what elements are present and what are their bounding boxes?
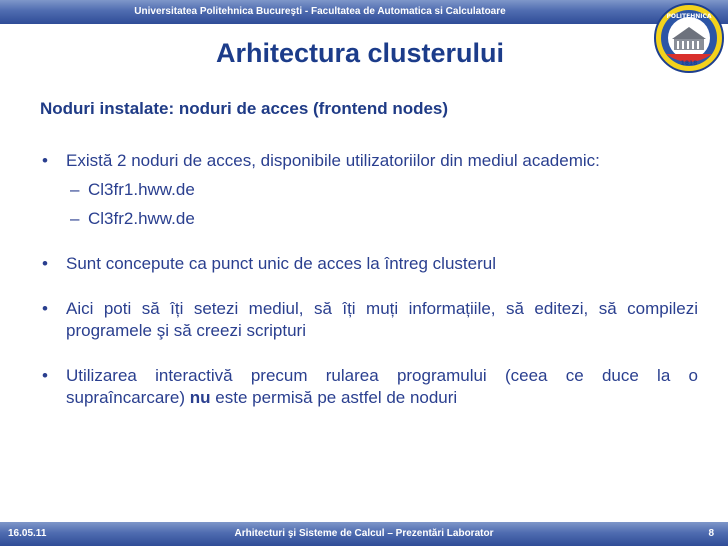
bullet-item: • Aici poti să îți setezi mediul, să îți muți informațiile, să editezi, să compilezi programele şi să creezi scripturi bbox=[40, 298, 698, 342]
bullet-text: Există 2 noduri de acces, disponibile utilizatoriilor din mediul academic: bbox=[66, 151, 600, 170]
header-bar bbox=[0, 0, 728, 24]
bullet-item bbox=[40, 150, 698, 230]
footer-bar bbox=[0, 522, 728, 546]
bullet-text: Utilizarea interactivă precum rularea programului (ceea ce duce la o supraîncarcare) bbox=[66, 366, 698, 407]
slide-title: Arhitectura clusterului bbox=[215, 38, 505, 68]
slide-subtitle: Noduri instalate: noduri de acces (frontend nodes) bbox=[40, 99, 449, 118]
bullet-text: este permisă pe astfel de noduri bbox=[210, 388, 458, 407]
bullet-emphasis: nu bbox=[189, 388, 211, 407]
bullet-item bbox=[40, 365, 698, 409]
header-banner-text: Universitatea Politehnica Bucureşti - Facultatea de Automatica si Calculatoare bbox=[134, 6, 506, 17]
footer-date: 16.05.11 bbox=[8, 528, 47, 539]
sub-bullet-item: – Cl3fr1.hww.de bbox=[66, 179, 698, 201]
page-number: 8 bbox=[708, 528, 714, 539]
bullet-item: • Sunt concepute ca punct unic de acces la întreg clusterul bbox=[40, 253, 698, 275]
svg-text:1818: 1818 bbox=[680, 60, 698, 67]
footer-title: Arhitecturi şi Sisteme de Calcul – Prezentări Laborator bbox=[234, 528, 494, 539]
sub-bullet-list bbox=[66, 179, 698, 230]
svg-text:POLITEHNICA: POLITEHNICA bbox=[666, 13, 712, 20]
university-logo-icon bbox=[652, 2, 726, 74]
sub-bullet-item: – Cl3fr2.hww.de bbox=[66, 208, 698, 230]
bullet-list bbox=[40, 150, 698, 432]
